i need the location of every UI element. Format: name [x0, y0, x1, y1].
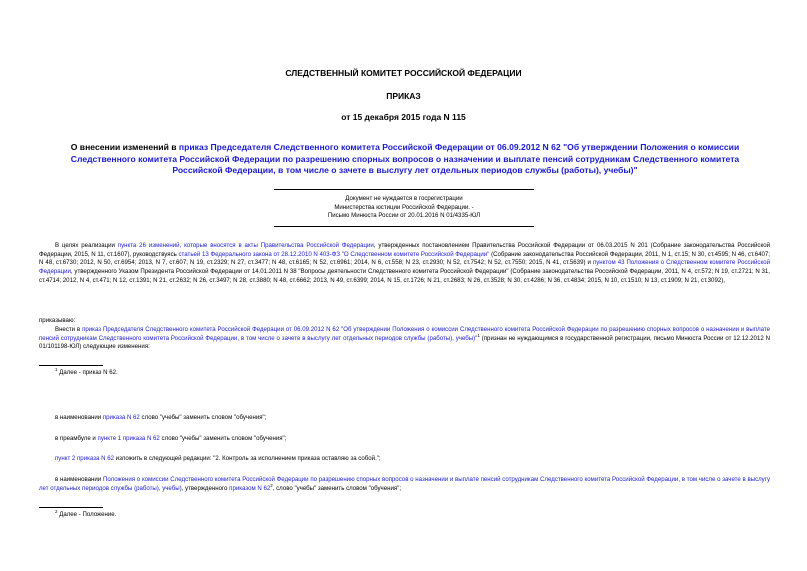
- change-4-text-1: в наименовании: [55, 476, 103, 483]
- change-2-link[interactable]: пункте 1 приказа N 62: [97, 435, 160, 442]
- change-4-text-2: , утвержденного: [181, 484, 230, 492]
- footnote-1-text: Далее - приказ N 62.: [57, 369, 118, 376]
- item-1-text-1: Внести в: [55, 326, 83, 333]
- footnote-ref-2: 2: [270, 482, 273, 488]
- change-2-text-2: слово "учебы" заменить словом "обучения";: [159, 435, 287, 442]
- change-1-link[interactable]: приказа N 62: [102, 414, 140, 421]
- note-line-1: Документ не нуждается в госрегистрации: [345, 195, 463, 202]
- footnote-1: [55, 366, 118, 378]
- preamble-text-3: (Собрание законодательства Российской Федерации, 2011, N 1, ст.15; N 30, ст.4595; N 46, ст.6407; N 48, ст.6730; 2012, N 50, ст.6954; 2013, N 7, ст.607; N 19, ст.2329; N 27, ст.3477; N 48, ст.6165; N 52, ст.6961; 2014, N 6, ст.558; N 23, ст.2930; N 52, ст.7542; N 52, ст.7550; 2015, N 41, ст.5639) и: [39, 250, 770, 267]
- note-top-rule: [274, 189, 534, 190]
- item-1-link[interactable]: приказ Председателя Следственного комитета Российской Федерации от 06.09.2012 N 62 "Об утверждении Положения о комиссии Следственного комитета Российской Федерации по разрешению спорных вопросов о назначении и выплате пенсий сотрудникам Следственного комитета Российской Федерации, в том числе о зачете в выслугу лет отдельных периодов службы (работы), учебы)": [39, 326, 771, 342]
- registration-note: [274, 195, 534, 221]
- footnote-2-rule: [39, 507, 103, 508]
- date-number-heading: от 15 декабря 2015 года N 115: [341, 112, 466, 122]
- title-prefix: О внесении изменений в: [70, 142, 179, 152]
- preamble-text-1: В целях реализации: [55, 242, 118, 249]
- title-link[interactable]: приказ Председателя Следственного комитета Российской Федерации от 06.09.2012 N 62 "Об утверждении Положения о комиссии Следственного комитета Российской Федерации по разрешению спорных вопросов о назначении и выплате пенсий сотрудникам Следственного комитета Российской Федерации, в том числе о зачете в выслугу лет отдельных периодов службы (работы), учебы)": [70, 142, 740, 175]
- preamble-text-4: , утвержденного Указом Президента Российской Федерации от 14.01.2011 N 38 "Вопросы деятельности Следственного комитета Российской Федерации" (Собрание законодательства Российской Федерации, 2011, N 4, ст.572; N 19, ст.2721; N 31, ст.4714; 2012, N 4, ст.471; N 12, ст.1391; N 21, ст.2632; N 26, ст.3497; N 28, ст.3880; N 48, ст.6662; 2013, N 49, ст.6399; 2014, N 15, ст.1726; N 21, ст.2683; N 26, ст.3528; N 30, ст.4286; N 36, ст.4834; 2015, N 10, ст.1510; N 13, ст.1909; N 21, ст.3092),: [39, 268, 770, 284]
- change-1-text-1: в наименовании: [55, 414, 103, 421]
- preamble-paragraph: [39, 242, 770, 286]
- order-word: приказываю:: [39, 317, 76, 324]
- footnote-1-mark: 1: [55, 366, 58, 372]
- preamble-text-2: , утвержденных постановлением Правительства Российской Федерации от 06.03.2015 N 201 (Собрание законодательства Российской Федерации, 2015, N 11, ст.1607), руководствуясь: [39, 242, 770, 258]
- preamble-link-2[interactable]: статьей 13 Федерального закона от 28.12.2010 N 403-ФЗ "О Следственном комитете Российской Федерации": [178, 250, 490, 258]
- document-title: [50, 142, 760, 177]
- change-2-text-1: в преамбуле и: [55, 435, 98, 442]
- change-2: [39, 435, 770, 444]
- document-type-heading: ПРИКАЗ: [386, 91, 421, 101]
- footnote-2: [55, 508, 117, 520]
- change-1-text-2: слово "учебы" заменить словом "обучения";: [139, 414, 267, 421]
- preamble-link-1[interactable]: пункта 26 изменений, которые вносятся в акты Правительства Российской Федерации: [117, 242, 374, 249]
- footnote-2-text: Далее - Положение.: [57, 511, 117, 518]
- preamble-link-3[interactable]: пунктом 43 Положения о Следственном комитете Российской Федерации: [39, 259, 770, 276]
- change-3-text: изложить в следующей редакции: "2. Контроль за исполнением приказа оставляю за собой.";: [113, 455, 381, 462]
- change-4-link-1[interactable]: Положения о комиссии Следственного комитета Российской Федерации по разрешению спорных вопросов о назначении и выплате пенсий сотрудникам Следственного комитета Российской Федерации, в том числе о зачете в выслугу лет отдельных периодов службы (работы), учебы): [39, 476, 770, 492]
- item-1-paragraph: [39, 326, 770, 352]
- change-4-text-3: , слово "учебы" заменить словом "обучения";: [272, 484, 402, 492]
- footnote-1-rule: [39, 365, 103, 366]
- change-1: [39, 414, 770, 423]
- footnote-ref-1: 1: [477, 332, 480, 338]
- change-4-link-2[interactable]: приказом N 62: [229, 484, 271, 492]
- organization-heading: СЛЕДСТВЕННЫЙ КОМИТЕТ РОССИЙСКОЙ ФЕДЕРАЦИИ: [285, 68, 522, 78]
- footnote-2-mark: 2: [55, 508, 58, 514]
- change-3-link[interactable]: пункт 2 приказа N 62: [55, 455, 114, 462]
- item-1-text-2: (признан не нуждающимся в государственной регистрации, письмо Минюста России от 12.12.2012 N 01/101198-ЮЛ) следующие изменения:: [39, 334, 770, 351]
- note-bottom-rule: [274, 226, 534, 227]
- change-4: [39, 476, 770, 493]
- change-3: [39, 455, 770, 464]
- note-line-2: Министерства юстиции Российской Федерации. -: [334, 203, 474, 211]
- note-line-3: Письмо Минюста России от 20.01.2016 N 01/4335-ЮЛ: [327, 212, 481, 220]
